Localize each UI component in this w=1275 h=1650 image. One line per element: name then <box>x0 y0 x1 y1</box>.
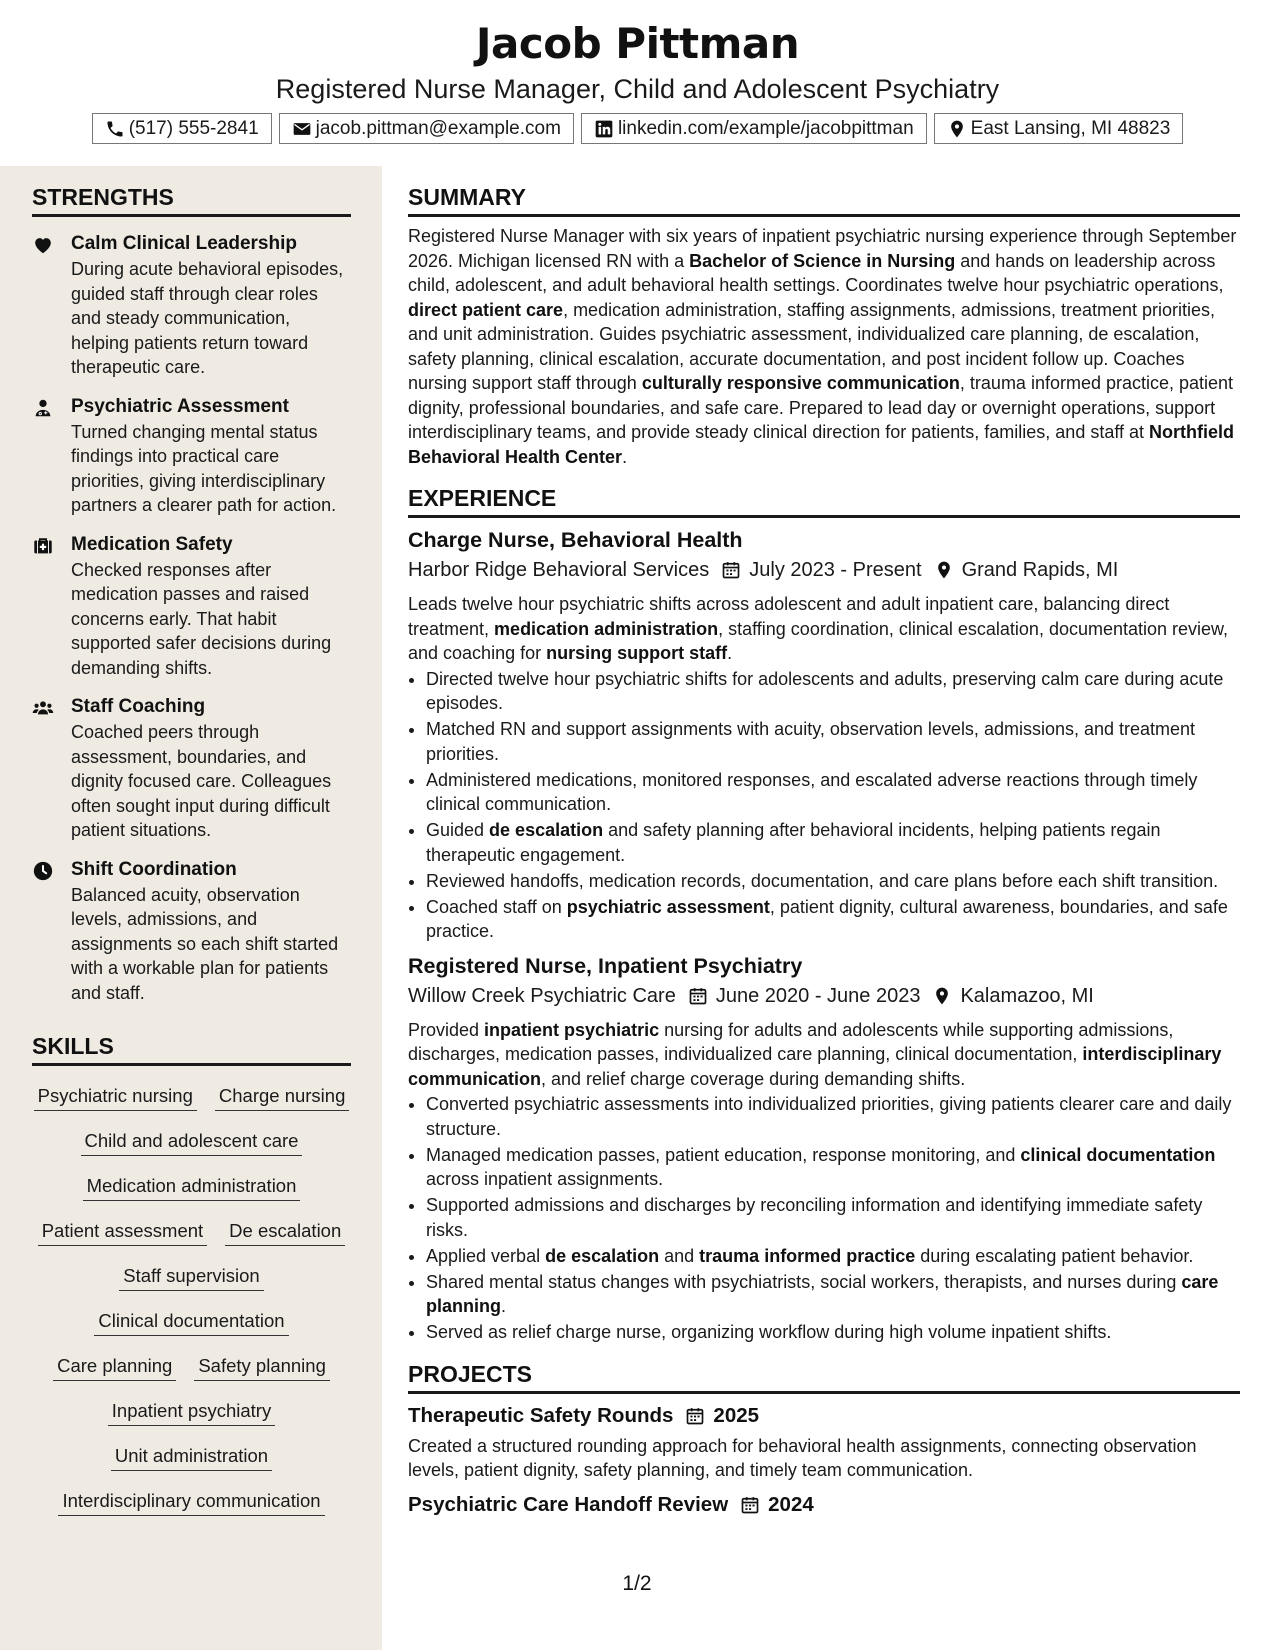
contact-linkedin[interactable] <box>581 113 927 144</box>
job-bullet: • Supported admissions and discharges by reconciling information and identifying immediate safety risks. <box>426 1193 1240 1242</box>
strength-description: Coached peers through assessment, boundaries, and dignity focused care. Colleagues often sought input during difficult patient situations. <box>71 722 332 840</box>
strength-description: Turned changing mental status findings into practical care priorities, giving interdisciplinary partners a clearer path for action. <box>71 421 337 515</box>
job-meta <box>408 555 1240 585</box>
project-title: Psychiatric Care Handoff Review <box>408 1492 729 1516</box>
job-bullet: • Administered medications, monitored responses, and escalated adverse reactions through timely clinical communication. <box>426 768 1240 817</box>
contact-phone[interactable] <box>92 113 272 144</box>
strength-title: Psychiatric Assessment <box>71 395 289 417</box>
project-description: Created a structured rounding approach for behavioral health assignments, connecting observation levels, patient dignity, safety planning, and timely team communication. <box>408 1435 1197 1480</box>
contact-location-text: East Lansing, MI 48823 <box>970 117 1171 139</box>
skill-tag: Staff supervision <box>119 1263 263 1291</box>
skill-tag: Child and adolescent care <box>81 1128 303 1156</box>
contact-email[interactable] <box>279 113 574 144</box>
skill-tag: Unit administration <box>111 1443 272 1471</box>
skills-list <box>32 1083 351 1516</box>
job-dates: June 2020 - June 2023 <box>715 984 921 1007</box>
job-bullet: • Matched RN and support assignments with acuity, observation levels, admissions, and treatment priorities. <box>426 717 1240 766</box>
summary-text: Registered Nurse Manager with six years of inpatient psychiatric nursing experience through September 2026. Michigan licensed RN with a Bachelor of Science in Nursing and hands on leadership across child, adolescent, and adult behavioral health settings. Coordinates twelve hour psychiatric operations, direct patient care, medication administration, staffing assignments, admissions, treatment priorities, and unit administration. Guides psychiatric assessment, individualized care planning, de escalation, safety planning, clinical escalation, accurate documentation, and post incident follow up. Coaches nursing support staff through culturally responsive communication, trauma informed practice, patient dignity, professional boundaries, and safe care. Prepared to lead day or overnight operations, support interdisciplinary teams, and provide steady clinical direction for patients, families, and staff at Northfield Behavioral Health Center. <box>408 226 1237 467</box>
skill-tag: Clinical documentation <box>94 1308 288 1336</box>
job-entry <box>408 526 1240 944</box>
contact-email-text: jacob.pittman@example.com <box>315 117 561 139</box>
strength-item <box>32 532 351 681</box>
phone-icon <box>105 119 125 139</box>
skills-heading: SKILLS <box>32 1031 351 1066</box>
strength-item <box>32 231 351 380</box>
experience-heading: EXPERIENCE <box>408 483 1240 518</box>
map-pin-icon <box>932 986 952 1006</box>
job-description: Provided inpatient psychiatric nursing for adults and adolescents while supporting admissions, discharges, medication passes, individualized care planning, clinical documentation, interdisciplinary communication, and relief charge coverage during demanding shifts. <box>408 1019 1222 1089</box>
project-title: Therapeutic Safety Rounds <box>408 1403 674 1427</box>
contact-bar <box>0 113 1275 144</box>
map-pin-icon <box>947 119 967 139</box>
job-bullet: • Guided de escalation and safety planning after behavioral incidents, helping patients regain therapeutic engagement. <box>426 818 1240 867</box>
strength-title: Staff Coaching <box>71 696 206 717</box>
clock-icon <box>32 860 54 882</box>
job-bullet: • Directed twelve hour psychiatric shifts for adolescents and adults, preserving calm care during acute episodes. <box>426 667 1240 716</box>
project-year: 2025 <box>713 1403 760 1427</box>
strength-item <box>32 694 351 843</box>
candidate-name: Jacob Pittman <box>475 19 800 68</box>
job-meta <box>408 981 1240 1011</box>
main-column <box>408 166 1240 1519</box>
skill-tag: Inpatient psychiatry <box>108 1398 275 1426</box>
project-title-row <box>408 1402 1240 1430</box>
job-dates: July 2023 - Present <box>749 559 922 581</box>
job-bullet: • Applied verbal de escalation and trauma informed practice during escalating patient behavior. <box>426 1244 1240 1269</box>
strength-item <box>32 394 351 518</box>
skill-tag: Patient assessment <box>38 1218 207 1246</box>
job-company: Harbor Ridge Behavioral Services <box>408 559 710 581</box>
project-entry <box>408 1402 1240 1483</box>
skill-tag: Interdisciplinary communication <box>58 1488 324 1516</box>
calendar-icon <box>688 986 708 1006</box>
heart-icon <box>32 234 54 256</box>
linkedin-icon <box>594 119 614 139</box>
skill-tag: Safety planning <box>194 1353 330 1381</box>
job-description: Leads twelve hour psychiatric shifts across adolescent and adult inpatient care, balancing direct treatment, medication administration, staffing coordination, clinical escalation, documentation review, and coaching for nursing support staff. <box>408 594 1229 663</box>
job-bullet: • Coached staff on psychiatric assessment, patient dignity, cultural awareness, boundaries, and safe practice. <box>426 895 1240 944</box>
projects-heading: PROJECTS <box>408 1359 1240 1394</box>
job-bullet: • Reviewed handoffs, medication records, documentation, and care plans before each shift transition. <box>426 869 1240 894</box>
contact-linkedin-text: linkedin.com/example/jacobpittman <box>617 117 914 139</box>
strength-description: During acute behavioral episodes, guided staff through clear roles and steady communication, helping patients return toward therapeutic care. <box>71 259 344 377</box>
page-number: 1/2 <box>622 1572 652 1595</box>
calendar-icon <box>685 1406 705 1426</box>
contact-phone-text: (517) 555-2841 <box>128 117 259 139</box>
strength-title: Calm Clinical Leadership <box>71 233 297 254</box>
project-title-row <box>408 1491 1240 1519</box>
strength-item <box>32 857 351 1006</box>
user-doctor-icon <box>32 397 54 419</box>
job-bullet: • Shared mental status changes with psychiatrists, social workers, therapists, and nurses during care planning. <box>426 1270 1240 1319</box>
job-location: Kalamazoo, MI <box>960 984 1094 1007</box>
job-bullets <box>408 1092 1240 1345</box>
job-location: Grand Rapids, MI <box>961 559 1119 581</box>
strength-title: Medication Safety <box>71 533 233 555</box>
candidate-headline: Registered Nurse Manager, Child and Adolescent Psychiatry <box>275 74 1000 104</box>
job-company: Willow Creek Psychiatric Care <box>408 984 676 1007</box>
skill-tag: Medication administration <box>83 1173 301 1201</box>
project-entry <box>408 1491 1240 1519</box>
strength-description: Balanced acuity, observation levels, admissions, and assignments so each shift started with a workable plan for patients and staff. <box>71 884 339 1003</box>
project-year: 2024 <box>768 1492 814 1516</box>
job-entry <box>408 952 1240 1345</box>
skill-tag: Charge nursing <box>215 1083 350 1111</box>
map-pin-icon <box>934 560 954 580</box>
strength-description: Checked responses after medication passes and raised concerns early. That habit supported safer decisions during demanding shifts. <box>71 559 332 678</box>
skill-tag: De escalation <box>225 1218 345 1246</box>
calendar-icon <box>721 560 741 580</box>
summary-heading: SUMMARY <box>408 182 1240 217</box>
job-title: Charge Nurse, Behavioral Health <box>408 528 743 552</box>
calendar-icon <box>740 1495 760 1515</box>
job-bullet: • Served as relief charge nurse, organizing workflow during high volume inpatient shifts. <box>426 1320 1240 1345</box>
job-bullets <box>408 667 1240 944</box>
strength-title: Shift Coordination <box>71 858 237 880</box>
envelope-icon <box>292 119 312 139</box>
medkit-icon <box>32 535 54 557</box>
job-bullet: • Converted psychiatric assessments into individualized priorities, giving patients clearer care and daily structure. <box>426 1092 1240 1141</box>
contact-location <box>934 113 1184 144</box>
job-title: Registered Nurse, Inpatient Psychiatry <box>408 953 803 978</box>
users-icon <box>32 697 54 719</box>
strengths-heading: STRENGTHS <box>32 182 351 217</box>
skill-tag: Psychiatric nursing <box>34 1083 197 1111</box>
skill-tag: Care planning <box>53 1353 176 1381</box>
job-bullet: • Managed medication passes, patient education, response monitoring, and clinical documentation across inpatient assignments. <box>426 1143 1240 1192</box>
resume-header <box>0 0 1275 166</box>
sidebar <box>0 166 382 1650</box>
